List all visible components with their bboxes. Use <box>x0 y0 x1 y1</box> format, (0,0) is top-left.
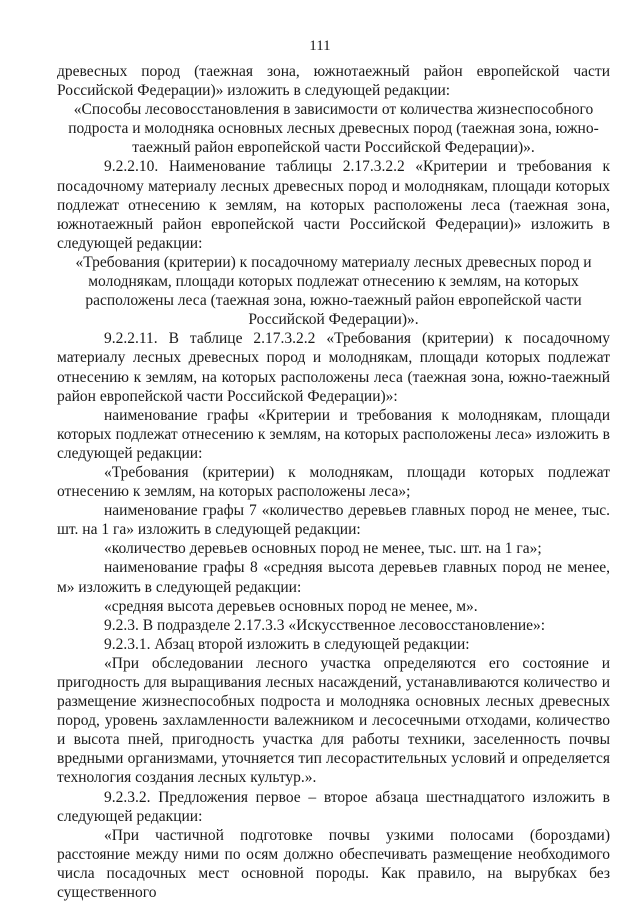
paragraph-9-2-3-2: 9.2.3.2. Предложения первое – второе абзаца шестнадцатого изложить в следующей редакции: <box>57 788 610 825</box>
paragraph-quoted-column-8: «средняя высота деревьев основных пород не менее, м». <box>104 597 478 615</box>
quoted-table-title-2: «Требования (критерии) к посадочному материалу лесных древесных пород и молоднякам, площади которых подлежат отнесению к землям, на которых расположены леса (таежная зона, южно-таежный район европейской части Российской Федерации)». <box>75 253 592 329</box>
paragraph-9-2-3-1: 9.2.3.1. Абзац второй изложить в следующей редакции: <box>104 635 470 653</box>
paragraph-column-8: наименование графы 8 «средняя высота деревьев главных пород не менее, м» изложить в следующей редакции: <box>57 559 610 596</box>
paragraph-continuation: древесных пород (таежная зона, южнотаежный район европейской части Российской Федерации)» изложить в следующей редакции: <box>57 63 610 100</box>
paragraph-quoted-soil-preparation: «При частичной подготовке почвы узкими полосами (бороздами) расстояние между ними по осям должно обеспечивать размещение необходимого числа посадочных мест основной породы. Как правило, на вырубках без существенного <box>57 826 610 902</box>
paragraph-column-name: наименование графы «Критерии и требования к молоднякам, площади которых подлежат отнесению к землям, на которых расположены леса» изложить в следующей редакции: <box>57 406 610 462</box>
document-body <box>57 62 610 902</box>
paragraph-quoted-column-name: «Требования (критерии) к молоднякам, площади которых подлежат отнесению к землям, на которых расположены леса»; <box>57 463 610 501</box>
paragraph-column-7: наименование графы 7 «количество деревьев главных пород не менее, тыс. шт. на 1 га» изложить в следующей редакции: <box>57 502 610 539</box>
paragraph-9-2-2-10: 9.2.2.10. Наименование таблицы 2.17.3.2.2 «Критерии и требования к посадочному материалу лесных древесных пород и молоднякам, площади которых подлежат отнесению к землям, на которых расположены леса (таежная зона, южнотаежный район европейской части Российской Федерации)» изложить в следующей редакции: <box>57 158 610 252</box>
paragraph-9-2-3: 9.2.3. В подразделе 2.17.3.3 «Искусственное лесовосстановление»: <box>104 616 546 634</box>
page-number: 111 <box>309 38 331 54</box>
paragraph-quoted-inspection: «При обследовании лесного участка определяются его состояние и пригодность для выращивания лесных насаждений, устанавливаются количество и размещение жизнеспособных подроста и молодняка основных лесных древесных пород, уровень захламленности валежником и лесосечными отходами, количество и высота пней, пригодность участка для работы техники, заселенность почвы вредными организмами, уточняется тип лесорастительных условий и определяется технология создания лесных культур.». <box>57 654 610 787</box>
quoted-table-title-1: «Способы лесовосстановления в зависимости от количества жизнеспособного подроста и молодняка основных лесных древесных пород (таежная зона, южно-таежный район европейской части Российской Федерации)». <box>68 101 599 157</box>
paragraph-quoted-column-7: «количество деревьев основных пород не менее, тыс. шт. на 1 га»; <box>104 540 542 558</box>
paragraph-9-2-2-11: 9.2.2.11. В таблице 2.17.3.2.2 «Требования (критерии) к посадочному материалу лесных древесных пород и молоднякам, площади которых подлежат отнесению к землям, на которых расположены леса (таежная зона, южно-таежный район европейской части Российской Федерации)»: <box>57 330 610 405</box>
